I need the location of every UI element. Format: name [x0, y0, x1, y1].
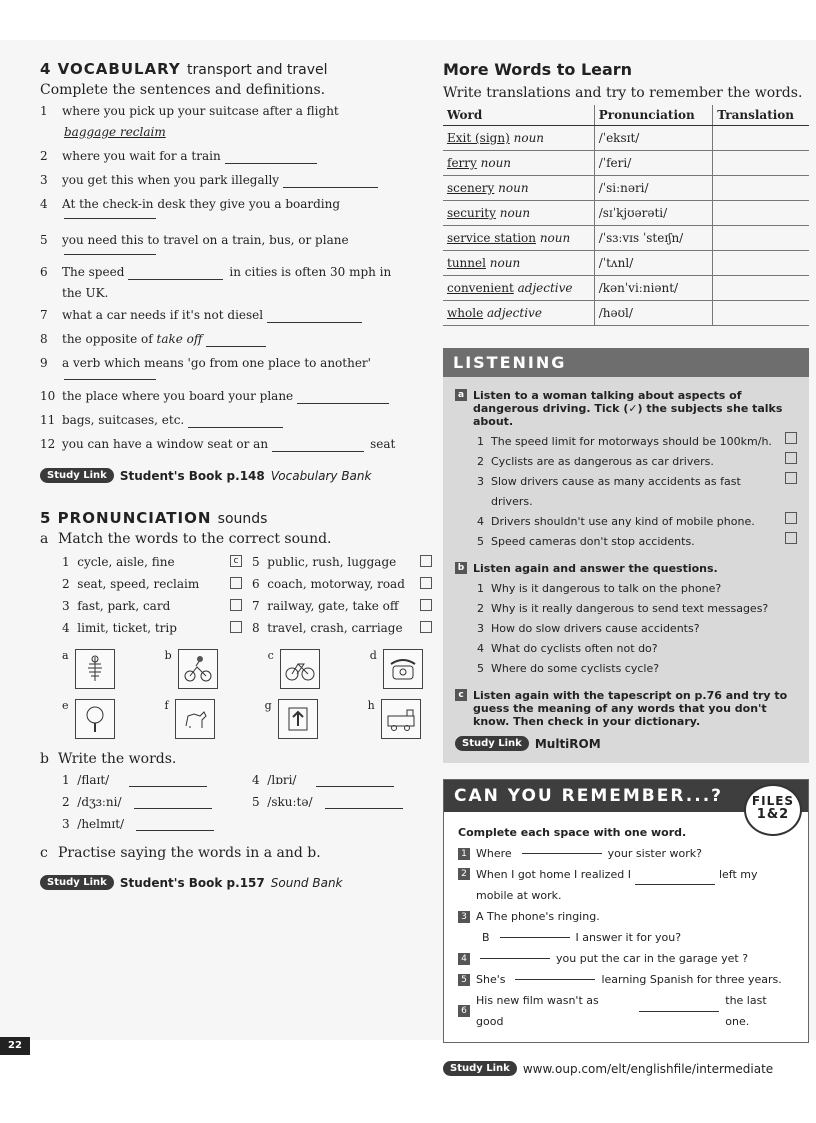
- listening-b-item: 3 How do slow drivers cause accidents?: [477, 622, 700, 635]
- listening-b-item: 5 Where do some cyclists cycle?: [477, 662, 660, 675]
- picture-cell: h: [368, 699, 421, 739]
- answer-blank[interactable]: [64, 379, 156, 380]
- vocab-item-cont: the UK.: [62, 286, 109, 300]
- answer-blank[interactable]: [272, 437, 364, 452]
- files-badge: FILES 1&2: [744, 784, 802, 836]
- tree-icon: [75, 699, 115, 739]
- vocab-item: 2 where you wait for a train: [40, 149, 432, 164]
- answer-blank[interactable]: [639, 1011, 719, 1012]
- write-item: 5 /skuːtə/: [252, 795, 432, 809]
- answer-blank[interactable]: [635, 884, 715, 885]
- table-row: security noun /sɪˈkjʊərəti/: [443, 201, 809, 226]
- answer-blank[interactable]: [128, 265, 223, 280]
- pron-pair: 5 public, rush, luggage: [252, 555, 432, 569]
- picture-row: [62, 699, 432, 739]
- answer-blank[interactable]: [134, 808, 212, 809]
- listening-b-heading: b Listen again and answer the questions.: [455, 562, 797, 575]
- pron-pair: 2 seat, speed, reclaim: [62, 577, 242, 591]
- picture-cell: c: [268, 649, 320, 689]
- words-table: [443, 105, 809, 326]
- pron-write-list: [40, 773, 432, 831]
- answer-blank[interactable]: [283, 173, 378, 188]
- answer-blank[interactable]: [64, 218, 156, 219]
- answer-blank[interactable]: [206, 332, 266, 347]
- answer-blank[interactable]: [64, 254, 156, 255]
- pron-pair: 6 coach, motorway, road: [252, 577, 432, 591]
- answer-blank[interactable]: [522, 853, 602, 854]
- exit-arrow-sign-icon: [278, 699, 318, 739]
- listening-a-item: 3 Slow drivers cause as many accidents as fast drivers.: [477, 472, 797, 512]
- answer-blank[interactable]: [129, 786, 207, 787]
- answer-blank[interactable]: [225, 149, 317, 164]
- answer-blank[interactable]: [316, 786, 394, 787]
- pron-pair: 8 travel, crash, carriage: [252, 621, 432, 635]
- answer-blank[interactable]: [188, 413, 283, 428]
- translation-cell[interactable]: [713, 151, 809, 176]
- listening-a-item: 1 The speed limit for motorways should be 100km/h.: [477, 432, 797, 452]
- pron-a-instruction: a Match the words to the correct sound.: [40, 531, 332, 547]
- pron-b-instruction: b Write the words.: [40, 751, 177, 767]
- cyr-item: 4 you put the car in the garage yet ?: [458, 948, 794, 969]
- answer-blank[interactable]: [515, 979, 595, 980]
- tick-box[interactable]: [785, 472, 797, 484]
- write-item: 4 /lɒri/: [252, 773, 432, 787]
- picture-cell: g: [265, 699, 318, 739]
- cyr-item: 2 When I got home I realized I left my mobile at work.: [458, 864, 794, 906]
- match-box[interactable]: [420, 599, 432, 611]
- footer-study-link[interactable]: [443, 1061, 813, 1076]
- pron-pair: 7 railway, gate, take off: [252, 599, 432, 613]
- tick-box[interactable]: [785, 432, 797, 444]
- write-item: 3 /helmɪt/: [62, 817, 242, 831]
- tick-box[interactable]: [785, 452, 797, 464]
- cyr-item: B I answer it for you?: [482, 931, 682, 944]
- study-link-badge[interactable]: Study Link: [40, 468, 114, 483]
- tick-box[interactable]: [785, 532, 797, 544]
- listening-b-item: 4 What do cyclists often not do?: [477, 642, 658, 655]
- listening-a-item: 4 Drivers shouldn't use any kind of mobile phone.: [477, 512, 797, 532]
- picture-cell: f: [165, 699, 215, 739]
- telephone-icon: [383, 649, 423, 689]
- train-icon: [381, 699, 421, 739]
- vocab-blank-row: [40, 254, 432, 255]
- cyr-item: 3 A The phone's ringing.: [458, 906, 794, 927]
- left-column: [40, 60, 432, 890]
- table-header-row: Word Pronunciation Translation: [443, 105, 809, 126]
- listening-a-heading: a Listen to a woman talking about aspects of dangerous driving. Tick (✓) the subjects she talks about.: [455, 389, 797, 428]
- translation-cell[interactable]: [713, 251, 809, 276]
- vocab-blank-row: [40, 379, 432, 380]
- tick-box[interactable]: [785, 512, 797, 524]
- table-row: Exit (sign) noun /ˈeksɪt/: [443, 126, 809, 151]
- pron-study-link[interactable]: Study Link Student's Book p.157 Sound Bank: [40, 875, 432, 890]
- match-box[interactable]: c: [230, 555, 242, 567]
- study-link-badge[interactable]: Study Link: [455, 736, 529, 751]
- answer-blank[interactable]: [267, 308, 362, 323]
- page-number: 22: [0, 1037, 30, 1055]
- translation-cell[interactable]: [713, 226, 809, 251]
- table-row: whole adjective /həʊl/: [443, 301, 809, 326]
- answer-blank[interactable]: [136, 830, 214, 831]
- pron-heading: 5 PRONUNCIATION sounds: [40, 509, 268, 527]
- cyr-item: 6 His new film wasn't as good the last one.: [458, 990, 794, 1032]
- vocab-list: [40, 104, 432, 452]
- match-box[interactable]: [420, 555, 432, 567]
- match-box[interactable]: [230, 577, 242, 589]
- more-words-title: More Words to Learn: [443, 60, 633, 79]
- vocab-item: 5 you need this to travel on a train, bus, or plane: [40, 233, 349, 247]
- answer-blank[interactable]: [325, 808, 403, 809]
- vocab-heading: 4 VOCABULARY transport and travel: [40, 60, 328, 78]
- fish-skeleton-icon: [75, 649, 115, 689]
- vocab-item: 11 bags, suitcases, etc.: [40, 413, 432, 428]
- match-box[interactable]: [230, 621, 242, 633]
- right-column: [443, 60, 813, 1076]
- cyr-item: 5 She's learning Spanish for three years.: [458, 969, 794, 990]
- pron-pairs: [40, 555, 432, 635]
- picture-cell: d: [370, 649, 423, 689]
- write-item: 2 /dʒɜːni/: [62, 795, 242, 809]
- match-box[interactable]: [420, 621, 432, 633]
- picture-cell: b: [165, 649, 218, 689]
- oup-url-link[interactable]: www.oup.com/elt/englishfile/intermediate: [522, 1061, 774, 1076]
- cyr-item: 1 Where your sister work?: [458, 843, 794, 864]
- vocab-item: 6 The speed in cities is often 30 mph in: [40, 265, 392, 279]
- vocab-instruction: Complete the sentences and definitions.: [40, 82, 326, 98]
- table-row: scenery noun /ˈsiːnəri/: [443, 176, 809, 201]
- translation-cell[interactable]: [713, 176, 809, 201]
- vocab-item: 7 what a car needs if it's not diesel: [40, 308, 432, 323]
- vocab-blank-row: [40, 218, 432, 219]
- translation-cell[interactable]: [713, 126, 809, 151]
- picture-cell: e: [62, 699, 115, 739]
- table-row: tunnel noun /ˈtʌnl/: [443, 251, 809, 276]
- translation-cell[interactable]: [713, 201, 809, 226]
- match-box[interactable]: [230, 599, 242, 611]
- cyr-title-bar: CAN YOU REMEMBER...? FILES 1&2: [444, 780, 808, 812]
- listening-study-link[interactable]: Study Link MultiROM: [455, 736, 797, 751]
- listening-title: LISTENING: [443, 348, 809, 377]
- translation-cell[interactable]: [713, 276, 809, 301]
- vocab-item: 1 where you pick up your suitcase after a flight: [40, 104, 339, 118]
- vocab-item: 4 At the check-in desk they give you a boarding: [40, 197, 341, 211]
- answer-blank[interactable]: [480, 958, 550, 959]
- listening-c-heading: c Listen again with the tapescript on p.76 and try to guess the meaning of any words that you don't know. Then check in your dictionary.: [455, 689, 797, 728]
- pron-pair: 3 fast, park, card: [62, 599, 242, 613]
- pron-pair: 1 cycle, aisle, fine c: [62, 555, 242, 569]
- table-row: service station noun /ˈsɜːvɪs ˈsteɪʃn/: [443, 226, 809, 251]
- more-words-instruction: Write translations and try to remember the words.: [443, 85, 803, 101]
- listening-a-item: 2 Cyclists are as dangerous as car drivers.: [477, 452, 797, 472]
- translation-cell[interactable]: [713, 301, 809, 326]
- vocab-item: 10 the place where you board your plane: [40, 389, 432, 404]
- dog-icon: [175, 699, 215, 739]
- answer-blank[interactable]: [297, 389, 389, 404]
- write-item: 1 /flaɪt/: [62, 773, 242, 787]
- vocab-example-answer: baggage reclaim: [64, 125, 166, 139]
- listening-a-item: 5 Speed cameras don't stop accidents.: [477, 532, 797, 552]
- motorbike-rider-icon: [178, 649, 218, 689]
- listening-b-item: 2 Why is it really dangerous to send text messages?: [477, 602, 769, 615]
- vocab-item: 9 a verb which means 'go from one place to another': [40, 356, 371, 370]
- picture-row: [62, 649, 432, 689]
- bicycle-icon: [280, 649, 320, 689]
- match-box[interactable]: [420, 577, 432, 589]
- can-you-remember-panel: [443, 779, 809, 1043]
- listening-b-item: 1 Why is it dangerous to talk on the phone?: [477, 582, 722, 595]
- picture-cell: a: [62, 649, 115, 689]
- listening-panel: [443, 348, 809, 763]
- sound-pictures: [40, 649, 432, 739]
- pron-pair: 4 limit, ticket, trip: [62, 621, 242, 635]
- vocab-item: 8 the opposite of take off: [40, 332, 432, 347]
- study-link-badge[interactable]: Study Link: [40, 875, 114, 890]
- table-row: ferry noun /ˈferi/: [443, 151, 809, 176]
- study-link-badge[interactable]: Study Link: [443, 1061, 517, 1076]
- table-row: convenient adjective /kənˈviːniənt/: [443, 276, 809, 301]
- vocab-item: 3 you get this when you park illegally: [40, 173, 432, 188]
- cyr-instruction: Complete each space with one word.: [458, 826, 687, 839]
- pron-c-instruction: c Practise saying the words in a and b.: [40, 845, 321, 861]
- answer-blank[interactable]: [500, 937, 570, 938]
- vocab-item: 12 you can have a window seat or an seat: [40, 437, 396, 451]
- vocab-study-link[interactable]: Study Link Student's Book p.148 Vocabulary Bank: [40, 468, 432, 483]
